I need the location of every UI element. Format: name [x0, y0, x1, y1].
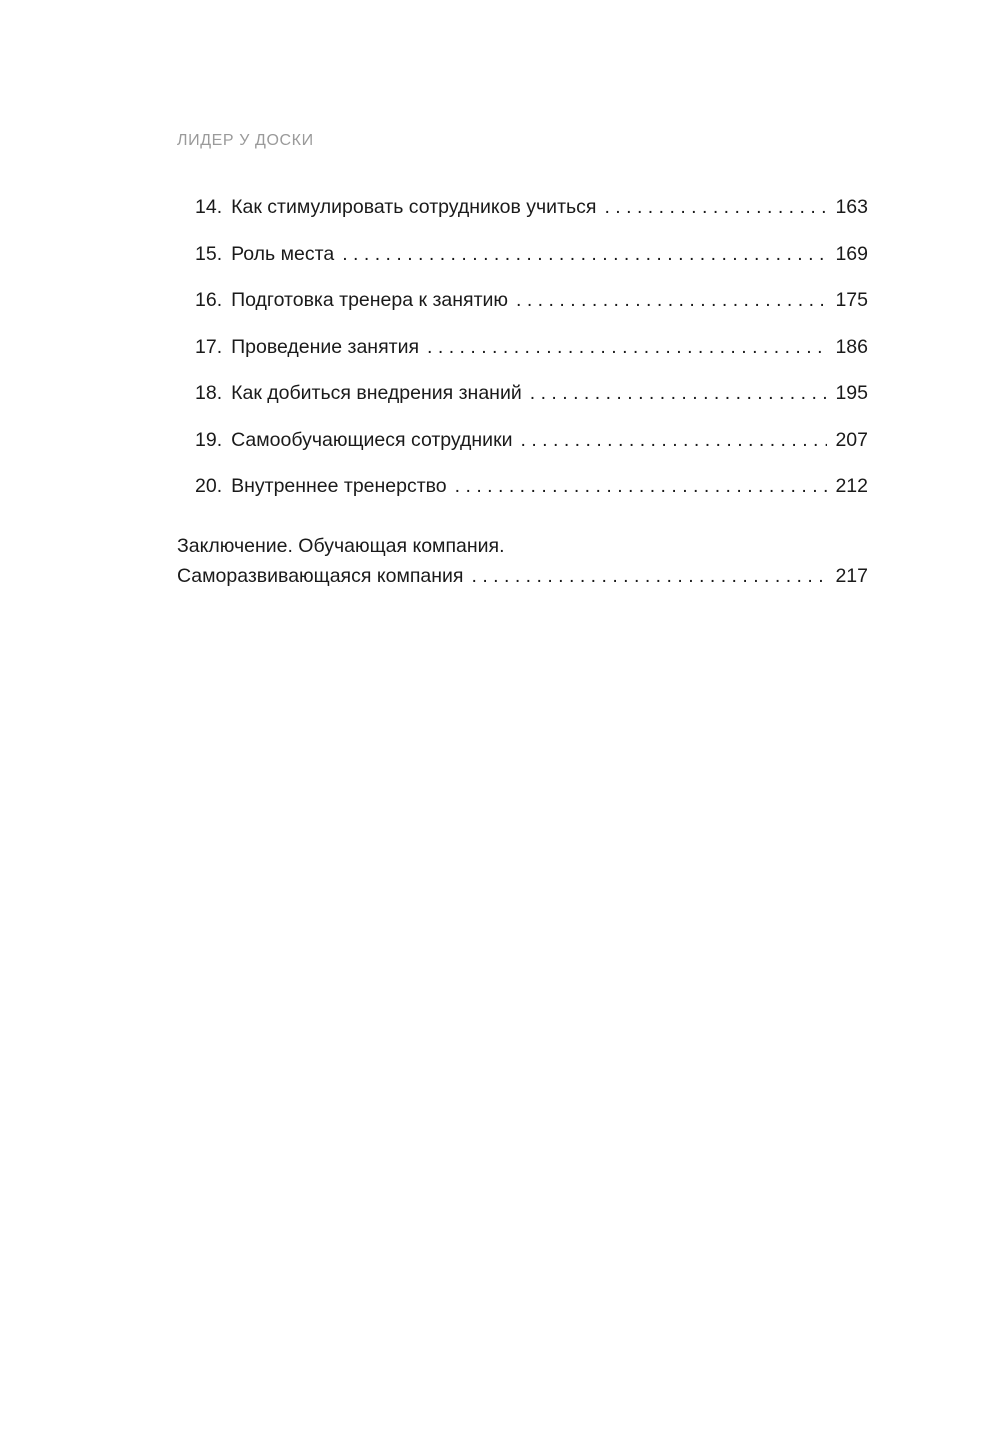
conclusion-title-line1: Заключение. Обучающая компания.: [177, 535, 505, 557]
dot-leader: [604, 196, 827, 219]
dot-leader: [471, 565, 827, 588]
toc-entry-number: 16.: [195, 289, 223, 311]
toc-entry: [177, 382, 868, 429]
toc-entry-page: 212: [835, 475, 868, 497]
toc-entry-number: 14.: [195, 196, 223, 218]
toc-entry-number: 19.: [195, 428, 223, 451]
conclusion-title-line2: Саморазвивающаяся компания: [177, 565, 464, 587]
toc-entry-page: 207: [835, 428, 868, 451]
toc-entry-title: Внутреннее тренерство: [231, 475, 447, 497]
toc-entry-number: 17.: [195, 335, 223, 358]
dot-leader: [530, 382, 828, 405]
toc-conclusion-entry: [177, 535, 868, 588]
toc-entry-page: 163: [835, 196, 868, 218]
toc-entry-title: Как добиться внедрения знаний: [231, 382, 522, 404]
toc-entry-title: Как стимулировать сотрудников учиться: [231, 196, 597, 218]
toc-entry-number: 18.: [195, 382, 223, 404]
toc-entry: [177, 336, 868, 383]
toc-entry-page: 169: [835, 242, 868, 265]
dot-leader: [455, 475, 828, 498]
dot-leader: [521, 429, 828, 452]
dot-leader: [342, 243, 827, 266]
toc-entry-number: 20.: [195, 475, 223, 497]
toc-entry: [177, 243, 868, 290]
toc-entry: [177, 196, 868, 243]
running-header: ЛИДЕР У ДОСКИ: [177, 132, 314, 149]
dot-leader: [427, 336, 827, 359]
toc-entry-page: 195: [835, 382, 868, 404]
toc-entry-title: Проведение занятия: [231, 335, 420, 358]
toc-entry-page: 186: [835, 335, 868, 358]
toc-entry-title: Роль места: [231, 242, 335, 265]
toc-entry-number: 15.: [195, 242, 223, 265]
toc-entry-title: Подготовка тренера к занятию: [231, 289, 509, 311]
conclusion-title-line2-row: [177, 565, 868, 588]
table-of-contents: [177, 196, 868, 522]
conclusion-page: 217: [835, 565, 868, 587]
toc-entry-title: Самообучающиеся сотрудники: [231, 428, 513, 451]
toc-entry: [177, 429, 868, 476]
dot-leader: [516, 289, 827, 312]
toc-entry: [177, 289, 868, 336]
toc-entry-page: 175: [835, 289, 868, 311]
toc-entry: [177, 475, 868, 522]
